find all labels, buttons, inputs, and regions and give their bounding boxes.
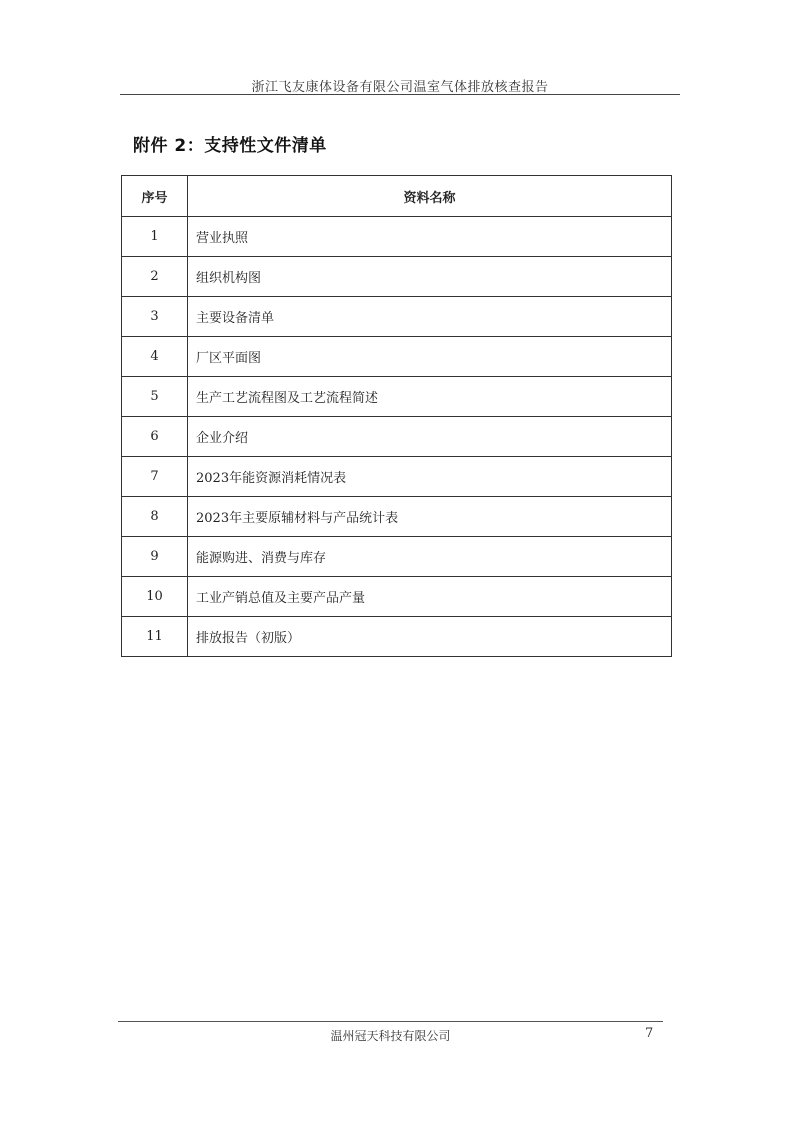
table-row [122,537,672,577]
table-row [122,617,672,657]
footer-company-name: 温州冠天科技有限公司 [330,1029,451,1043]
document-name: 营业执照 [188,217,672,257]
row-number: 8 [122,497,188,537]
document-name: 2023年主要原辅材料与产品统计表 [188,497,672,537]
row-number: 11 [122,617,188,657]
row-number: 10 [122,577,188,617]
table-row [122,377,672,417]
header-divider [120,94,680,95]
column-header-document-name: 资料名称 [188,176,672,217]
table-row [122,337,672,377]
row-number: 4 [122,337,188,377]
row-number: 2 [122,257,188,297]
report-header-title: 浙江飞友康体设备有限公司温室气体排放核查报告 [251,80,549,95]
document-name: 厂区平面图 [188,337,672,377]
document-name: 企业介绍 [188,417,672,457]
page-number: 7 [645,1026,654,1041]
row-number: 5 [122,377,188,417]
document-name: 工业产销总值及主要产品产量 [188,577,672,617]
document-name: 主要设备清单 [188,297,672,337]
document-name: 排放报告（初版） [188,617,672,657]
section-title: 附件 2：支持性文件清单 [133,136,327,156]
document-name: 能源购进、消费与库存 [188,537,672,577]
table-header-row [122,176,672,217]
table-row [122,417,672,457]
table-row [122,257,672,297]
row-number: 6 [122,417,188,457]
row-number: 1 [122,217,188,257]
supporting-documents-table [121,175,671,657]
document-name: 2023年能资源消耗情况表 [188,457,672,497]
document-name: 生产工艺流程图及工艺流程简述 [188,377,672,417]
column-header-number: 序号 [122,176,188,217]
row-number: 3 [122,297,188,337]
table-row [122,457,672,497]
table-row [122,297,672,337]
row-number: 9 [122,537,188,577]
table-row [122,497,672,537]
row-number: 7 [122,457,188,497]
footer-divider [118,1021,663,1022]
table-row [122,217,672,257]
table-row [122,577,672,617]
document-name: 组织机构图 [188,257,672,297]
